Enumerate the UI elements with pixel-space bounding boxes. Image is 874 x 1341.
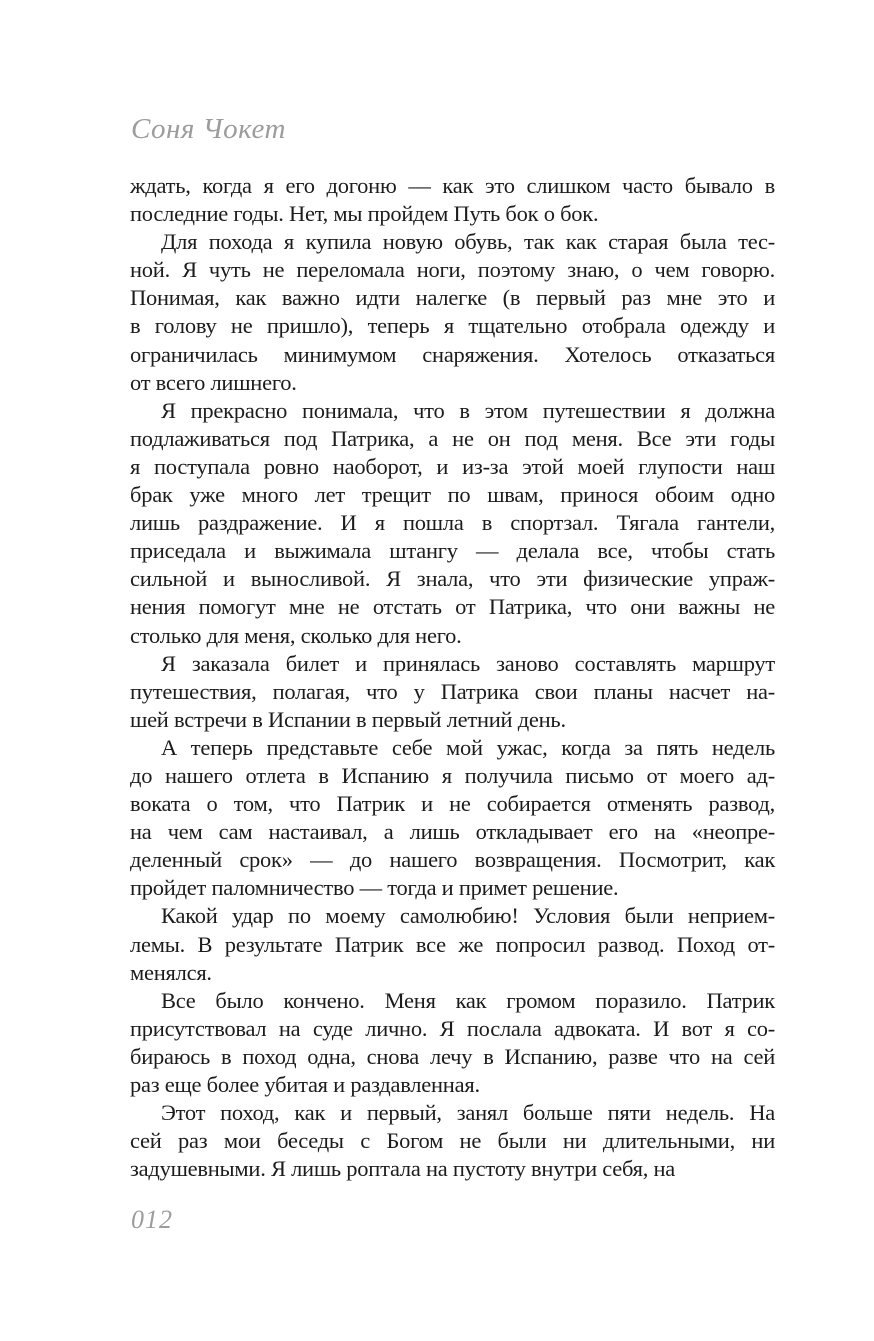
text-line: столько для меня, сколько для него. [130, 622, 462, 648]
text-line: сей раз мои беседы с Богом не были ни длительными, ни [130, 1128, 775, 1154]
page-number: 012 [131, 1205, 173, 1234]
text-line: Какой удар по моему самолюбию! Условия были неприем- [161, 903, 775, 929]
text-line: нения помогут мне не отстать от Патрика, что они важны не [130, 594, 775, 620]
text-line: ждать, когда я его догоню — как это слишком часто бывало в [130, 173, 775, 198]
text-line: от всего лишнего. [130, 369, 297, 395]
paragraph [130, 987, 775, 1099]
body-text [130, 172, 775, 1183]
paragraph [130, 902, 775, 986]
text-line: ной. Я чуть не переломала ноги, поэтому знаю, о чем говорю. [130, 257, 775, 283]
text-line: на чем сам настаивал, а лишь откладывает его на «неопре- [130, 819, 775, 845]
text-line: раз еще более убитая и раздавленная. [130, 1072, 480, 1097]
text-line: Я заказала билет и принялась заново составлять маршрут [161, 650, 775, 676]
text-line: сильной и выносливой. Я знала, что эти физические упраж- [130, 566, 775, 592]
text-line: до нашего отлета в Испанию я получила письмо от моего ад- [130, 762, 775, 788]
text-line: Понимая, как важно идти налегке (в первый раз мне это и [130, 285, 775, 311]
text-line: брак уже много лет трещит по швам, принося обоим одно [130, 482, 775, 508]
text-line: А теперь представьте себе мой ужас, когда за пять недель [161, 734, 775, 760]
text-line: лишь раздражение. И я пошла в спортзал. Тягала гантели, [130, 510, 775, 536]
text-line: шей встречи в Испании в первый летний день. [130, 706, 566, 732]
text-line: подлаживаться под Патрика, а не он под меня. Все эти годы [130, 425, 775, 451]
text-line: Для похода я купила новую обувь, так как старая была тес- [161, 229, 775, 255]
text-line: пройдет паломничество — тогда и примет решение. [130, 875, 619, 901]
text-line: Этот поход, как и первый, занял больше пяти недель. На [161, 1100, 775, 1126]
text-line: воката о том, что Патрик и не собирается отменять развод, [130, 791, 775, 817]
paragraph [130, 172, 775, 228]
paragraph [130, 397, 775, 650]
text-line: я поступала ровно наоборот, и из-за этой моей глупости наш [130, 453, 775, 479]
text-line: менялся. [130, 959, 212, 985]
text-line: последние годы. Нет, мы пройдем Путь бок о бок. [130, 201, 599, 227]
paragraph [130, 228, 775, 397]
text-line: присутствовал на суде лично. Я послала адвоката. И вот я со- [130, 1015, 775, 1041]
text-line: Все было кончено. Меня как громом поразило. Патрик [161, 987, 775, 1013]
paragraph [130, 734, 775, 903]
text-line: лемы. В результате Патрик все же попросил развод. Поход от- [130, 931, 775, 957]
text-line: бираюсь в поход одна, снова лечу в Испанию, разве что на сей [130, 1043, 775, 1069]
text-line: Я прекрасно понимала, что в этом путешествии я должна [161, 397, 775, 423]
text-line: ограничилась минимумом снаряжения. Хотелось отказаться [130, 341, 775, 367]
running-header-author: Соня Чокет [131, 113, 286, 145]
paragraph [130, 650, 775, 734]
text-line: деленный срок» — до нашего возвращения. Посмотрит, как [130, 847, 775, 873]
text-line: задушевными. Я лишь роптала на пустоту внутри себя, на [130, 1156, 676, 1182]
text-line: в голову не пришло), теперь я тщательно отобрала одежду и [130, 313, 775, 339]
text-line: путешествия, полагая, что у Патрика свои планы насчет на- [130, 678, 775, 704]
text-line: приседала и выжимала штангу — делала все, чтобы стать [130, 538, 775, 564]
paragraph [130, 1099, 775, 1183]
